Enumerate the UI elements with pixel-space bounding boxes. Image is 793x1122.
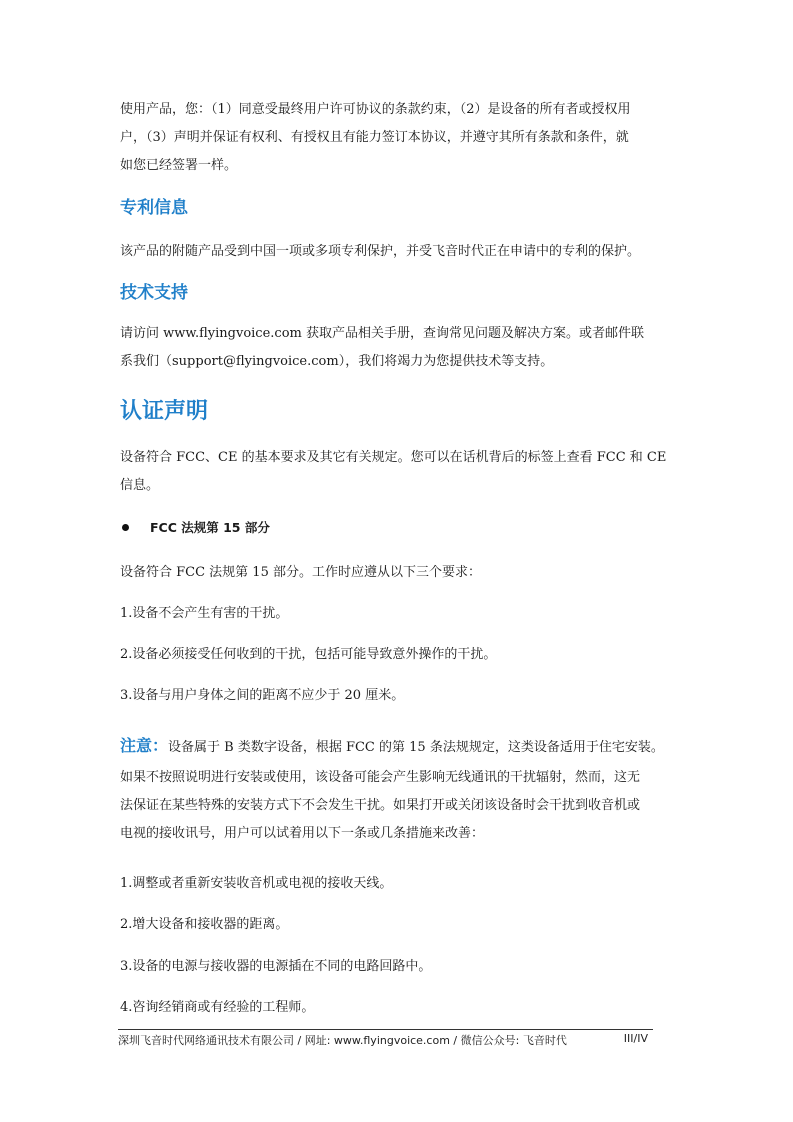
certification-heading: 认证声明: [120, 399, 209, 424]
requirement-item: 1.设备不会产生有害的干扰。: [120, 606, 289, 621]
support-heading: 技术支持: [120, 283, 188, 303]
footer-text: 深圳飞音时代网络通讯技术有限公司 / 网址: www.flyingvoice.com / 微信公众号: 飞音时代: [118, 1034, 567, 1047]
measure-item: 3.设备的电源与接收器的电源插在不同的电路回路中。: [120, 959, 432, 974]
note-line: 设备属于 B 类数字设备，根据 FCC 的第 15 条法规规定，这类设备适用于住宅安装。: [168, 740, 664, 755]
note-paragraph: [120, 732, 675, 848]
measure-item: 4.咨询经销商或有经验的工程师。: [120, 1000, 315, 1015]
patent-text: 该产品的附随产品受到中国一项或多项专利保护，并受飞音时代正在申请中的专利的保护。: [120, 244, 641, 259]
certification-line: 信息。: [120, 478, 160, 493]
page-number: III/IV: [623, 1032, 648, 1045]
support-line: 系我们（support@flyingvoice.com），我们将竭力为您提供技术等支持。: [120, 354, 554, 369]
page-footer: [118, 1032, 658, 1048]
certification-line: 设备符合 FCC、CE 的基本要求及其它有关规定。您可以在话机背后的标签上查看 FCC 和 CE: [120, 450, 667, 465]
intro-line: 如您已经签署一样。: [120, 158, 238, 173]
measure-item: 2.增大设备和接收器的距离。: [120, 917, 289, 932]
note-line: 如果不按照说明进行安装或使用，该设备可能会产生影响无线通讯的干扰辐射，然而，这无: [120, 770, 641, 785]
footer-divider: [118, 1029, 653, 1030]
requirement-item: 2.设备必须接受任何收到的干扰，包括可能导致意外操作的干扰。: [120, 647, 497, 662]
note-line: 电视的接收讯号，用户可以试着用以下一条或几条措施来改善：: [120, 826, 485, 841]
measure-item: 1.调整或者重新安装收音机或电视的接收天线。: [120, 876, 393, 891]
support-paragraph: [120, 320, 675, 376]
requirement-item: 3.设备与用户身体之间的距离不应少于 20 厘米。: [120, 688, 405, 703]
patent-heading: 专利信息: [120, 198, 188, 218]
fcc-bullet: [120, 518, 675, 536]
intro-line: 使用产品，您：（1）同意受最终用户许可协议的条款约束，（2）是设备的所有者或授权用: [120, 102, 631, 117]
fcc-bullet-label: FCC 法规第 15 部分: [150, 520, 270, 535]
fcc-intro: 设备符合 FCC 法规第 15 部分。工作时应遵从以下三个要求：: [120, 565, 481, 580]
intro-line: 户，（3）声明并保证有权利、有授权且有能力签订本协议，并遵守其所有条款和条件，就: [120, 130, 629, 145]
note-line: 法保证在某些特殊的安装方式下不会发生干扰。如果打开或关闭该设备时会干扰到收音机或: [120, 798, 641, 813]
bullet-dot-icon: [122, 524, 129, 531]
note-lead: 注意：: [120, 736, 169, 755]
support-line: 请访问 www.flyingvoice.com 获取产品相关手册，查询常见问题及解决方案。或者邮件联: [120, 326, 644, 341]
certification-paragraph: [120, 444, 675, 500]
intro-paragraph: [120, 96, 675, 180]
